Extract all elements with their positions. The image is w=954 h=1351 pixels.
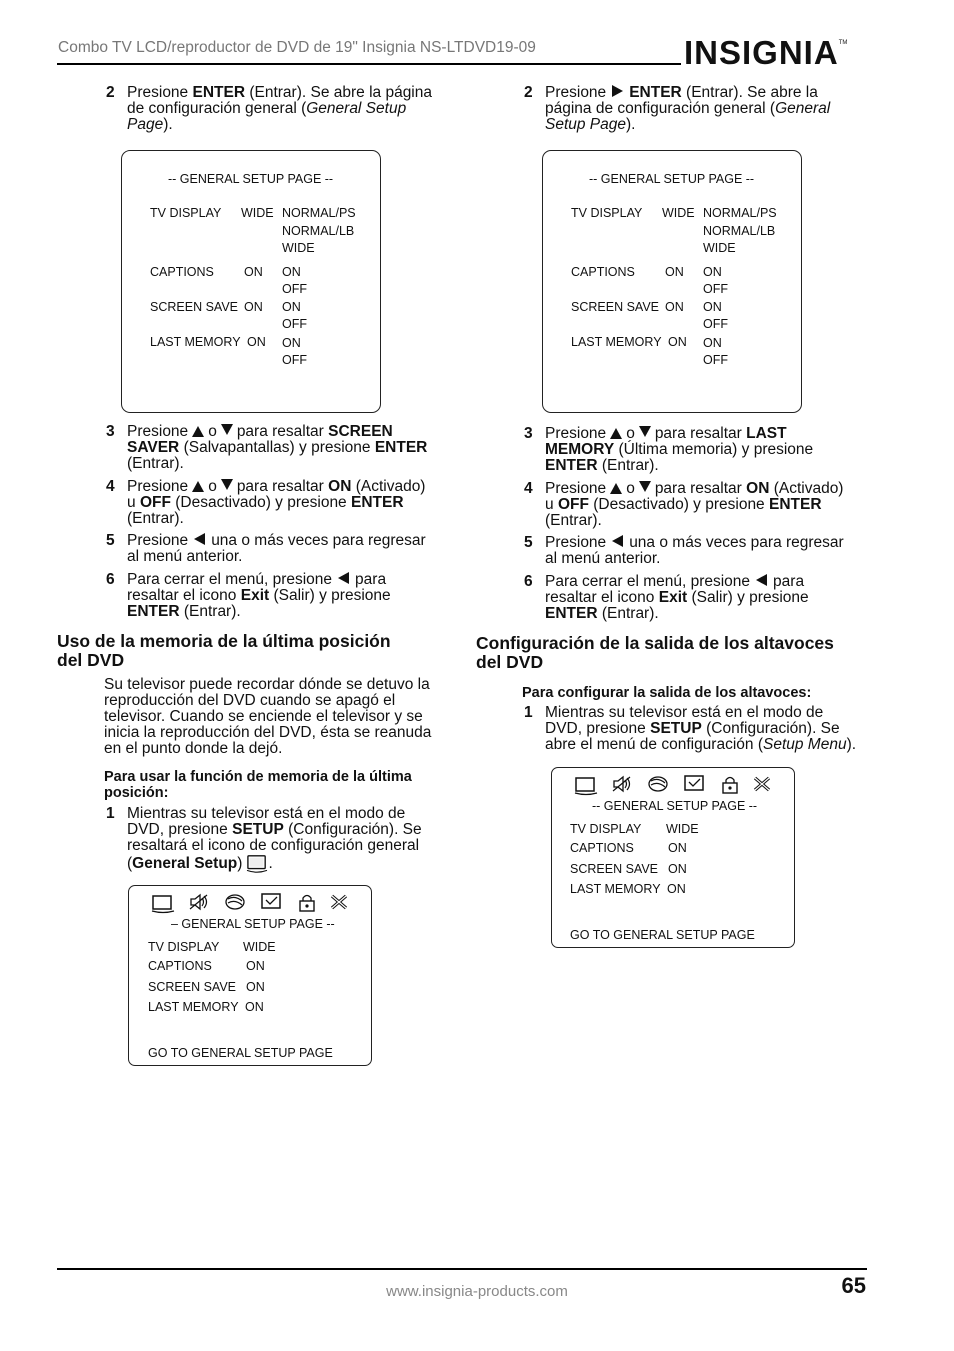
header-title: Combo TV LCD/reproductor de DVD de 19" Insignia NS-LTDVD19-09 [58, 39, 536, 56]
step-text [127, 424, 427, 472]
menu-title: – GENERAL SETUP PAGE -- [171, 917, 335, 931]
heading-line: del DVD [476, 652, 544, 672]
exit-icon [750, 774, 774, 794]
text: Presione [127, 423, 189, 440]
lock-icon [718, 774, 742, 794]
text: (Entrar). [545, 512, 602, 529]
insignia-logo [684, 36, 847, 69]
step-number: 5 [106, 532, 115, 549]
page-number: 65 [841, 1273, 866, 1298]
text: SAVER [127, 439, 180, 456]
text: al menú anterior. [127, 548, 243, 565]
left-arrow-icon [194, 533, 205, 545]
step-text [545, 85, 830, 133]
text: OFF [139, 494, 171, 511]
footer-rule [57, 1268, 867, 1270]
text: ). [163, 116, 173, 133]
down-arrow-icon [639, 481, 651, 492]
dolby-icon [646, 774, 670, 794]
step-text [127, 479, 425, 527]
screen-option: OFF [282, 353, 307, 367]
step-text [545, 535, 844, 567]
video-icon [682, 774, 706, 794]
text: LAST [746, 425, 787, 442]
menu-go-to: GO TO GENERAL SETUP PAGE [570, 928, 755, 942]
step-number: 4 [106, 478, 115, 495]
text: ENTER [769, 496, 822, 513]
text: General Setup [132, 855, 238, 872]
text: General [775, 100, 831, 117]
text: para resaltar [236, 478, 329, 495]
text: una o más veces para regresar [629, 534, 844, 551]
text: (Entrar). Se abre la [681, 84, 818, 101]
step-number: 2 [524, 84, 533, 101]
text: Presione [545, 84, 607, 101]
heading-line: Configuración de la salida de los altavoces [476, 633, 834, 653]
screen-option: WIDE [282, 241, 315, 255]
down-arrow-icon [639, 426, 651, 437]
text: de configuración general ( [127, 100, 307, 117]
text: ENTER [192, 84, 246, 101]
menu-value: ON [246, 959, 265, 973]
menu-label: LAST MEMORY [570, 882, 661, 896]
screen-label: TV DISPLAY [150, 206, 222, 220]
step-text [545, 481, 843, 529]
menu-label: CAPTIONS [570, 841, 634, 855]
procedure-heading-right [522, 685, 811, 701]
screen-label: LAST MEMORY [571, 335, 662, 349]
text: para [355, 571, 387, 588]
text: Mientras su televisor está en el modo de [545, 704, 824, 721]
heading-line: del DVD [57, 650, 125, 670]
screen-label: CAPTIONS [150, 265, 214, 279]
menu-value: ON [245, 1000, 264, 1014]
screen-option: ON [703, 300, 722, 314]
text: u [545, 496, 558, 513]
text: (Desactivado) y presione [588, 496, 769, 513]
text: ENTER [545, 457, 598, 474]
step-number: 3 [524, 425, 533, 442]
text: Para usar la función de memoria de la última [104, 769, 412, 785]
left-arrow-icon [612, 535, 623, 547]
text: (Configuración). Se [283, 821, 422, 838]
text: para resaltar [236, 423, 329, 440]
text: (Configuración). Se [701, 720, 840, 737]
text: ). [846, 736, 857, 753]
menu-label: TV DISPLAY [570, 822, 642, 836]
text: una o más veces para regresar [211, 532, 426, 549]
text: (Activado) [769, 480, 844, 497]
text: SETUP [232, 821, 284, 838]
text: o [208, 478, 217, 495]
screen-option: OFF [282, 282, 307, 296]
step-text [127, 533, 426, 565]
text: Su televisor puede recordar dónde se detuvo la [104, 676, 430, 693]
text: al menú anterior. [545, 550, 661, 567]
screen-label: CAPTIONS [571, 265, 635, 279]
step-number: 5 [524, 534, 533, 551]
text: DVD, presione [127, 821, 233, 838]
text: o [208, 423, 217, 440]
text: Setup Menu [763, 736, 847, 753]
left-arrow-icon [756, 574, 767, 586]
text: ). [626, 116, 636, 133]
text: (Salvapantallas) y presione [179, 439, 375, 456]
text: o [626, 480, 635, 497]
text: (Entrar). [597, 605, 659, 622]
header-rule [57, 63, 681, 65]
menu-value: ON [668, 862, 687, 876]
text: Presione [545, 480, 607, 497]
text: General Setup [306, 100, 407, 117]
step-text [127, 85, 432, 133]
text: DVD, presione [545, 720, 651, 737]
text: ON [746, 480, 770, 497]
text: MEMORY [545, 441, 615, 458]
screen-value: ON [244, 265, 263, 279]
logo-text: INSIGNIA [684, 34, 839, 71]
menu-value: WIDE [243, 940, 276, 954]
screen-option: NORMAL/PS [703, 206, 777, 220]
text: ON [328, 478, 352, 495]
screen-label: SCREEN SAVE [571, 300, 659, 314]
text: . [268, 855, 273, 872]
text: Para cerrar el menú, presione [127, 571, 333, 588]
step-text [545, 705, 856, 753]
screen-option: NORMAL/PS [282, 206, 356, 220]
right-arrow-icon [612, 85, 623, 97]
menu-go-to: GO TO GENERAL SETUP PAGE [148, 1046, 333, 1060]
screen-option: ON [282, 265, 301, 279]
text: (Salir) y presione [687, 589, 809, 606]
screen-title: -- GENERAL SETUP PAGE -- [589, 172, 755, 186]
text: SETUP [650, 720, 702, 737]
text: resaltar el icono [127, 587, 241, 604]
step-number: 6 [106, 571, 115, 588]
text: Para cerrar el menú, presione [545, 573, 751, 590]
text: Presione [127, 478, 189, 495]
screen-option: OFF [703, 317, 728, 331]
procedure-heading-left [104, 769, 412, 801]
screen-label: TV DISPLAY [571, 206, 643, 220]
menu-value: ON [667, 882, 686, 896]
footer-url: www.insignia-products.com [386, 1283, 568, 1300]
text: SCREEN [328, 423, 393, 440]
text: Presione [127, 532, 189, 549]
text: (Activado) [351, 478, 426, 495]
screen-label: LAST MEMORY [150, 335, 241, 349]
step-number: 3 [106, 423, 115, 440]
text: Exit [240, 587, 270, 604]
left-arrow-icon [338, 572, 349, 584]
lock-icon [295, 892, 319, 912]
text: ) [237, 855, 243, 872]
step-text [545, 574, 809, 622]
step-text [545, 426, 813, 474]
up-arrow-icon [610, 483, 622, 494]
text: Presione [127, 84, 193, 101]
menu-value: ON [668, 841, 687, 855]
screen-option: OFF [282, 317, 307, 331]
text: para resaltar [654, 425, 747, 442]
text: ENTER [629, 84, 682, 101]
speaker-icon [610, 774, 634, 794]
logo-tm: TM [838, 40, 848, 46]
menu-value: WIDE [666, 822, 699, 836]
screen-value: WIDE [662, 206, 695, 220]
up-arrow-icon [610, 428, 622, 439]
menu-label: CAPTIONS [148, 959, 212, 973]
text: o [626, 425, 635, 442]
text: resaltará el icono de configuración general [127, 837, 420, 854]
section-heading-right [476, 634, 834, 672]
tv-icon [574, 776, 598, 796]
screen-value: ON [668, 335, 687, 349]
menu-label: LAST MEMORY [148, 1000, 239, 1014]
menu-label: SCREEN SAVE [570, 862, 658, 876]
screen-option: ON [282, 300, 301, 314]
text: (Entrar). [597, 457, 659, 474]
exit-icon [327, 892, 351, 912]
setup-screen-left [121, 150, 381, 413]
screen-option: OFF [703, 353, 728, 367]
step-text [127, 572, 391, 620]
text: para resaltar [654, 480, 747, 497]
tv-icon [151, 894, 175, 914]
screen-value: ON [665, 300, 684, 314]
speaker-icon [187, 892, 211, 912]
screen-option: ON [703, 265, 722, 279]
text: ENTER [374, 439, 428, 456]
setup-menu-left [128, 885, 372, 1066]
text: (Desactivado) y presione [170, 494, 351, 511]
text: televisor. Cuando se enciende el televisor y se [104, 708, 423, 725]
screen-option: ON [282, 336, 301, 350]
step-number: 2 [106, 84, 115, 101]
screen-title: -- GENERAL SETUP PAGE -- [168, 172, 334, 186]
down-arrow-icon [221, 424, 233, 435]
screen-option: NORMAL/LB [282, 224, 355, 238]
screen-value: ON [665, 265, 684, 279]
screen-option: ON [703, 336, 722, 350]
section-heading-left [57, 632, 391, 670]
text: Page [127, 116, 164, 133]
text: u [127, 494, 140, 511]
up-arrow-icon [192, 481, 204, 492]
setup-menu-right [551, 767, 795, 948]
text: ENTER [351, 494, 404, 511]
screen-option: WIDE [703, 241, 736, 255]
text: (Entrar). Se abre la página [245, 84, 432, 101]
down-arrow-icon [221, 479, 233, 490]
step-number: 4 [524, 480, 533, 497]
text: Presione [545, 534, 607, 551]
step-number: 1 [524, 704, 533, 721]
text: para [773, 573, 805, 590]
text: Presione [545, 425, 607, 442]
text: (Entrar). [127, 455, 184, 472]
text: resaltar el icono [545, 589, 659, 606]
text: OFF [557, 496, 589, 513]
intro-paragraph [104, 677, 431, 757]
text: ( [127, 855, 133, 872]
text: inicia la reproducción del DVD, ésta se reanuda [104, 724, 432, 741]
setup-screen-right [542, 150, 802, 413]
video-icon [259, 892, 283, 912]
text: reproducción del DVD cuando se apagó el [104, 692, 396, 709]
text: (Entrar). [127, 510, 184, 527]
menu-label: TV DISPLAY [148, 940, 220, 954]
text: (Salir) y presione [269, 587, 391, 604]
dolby-icon [223, 892, 247, 912]
step-number: 1 [106, 805, 115, 822]
text: ENTER [127, 603, 180, 620]
menu-value: ON [246, 980, 265, 994]
text: página de configuración general ( [545, 100, 776, 117]
text: Mientras su televisor está en el modo de [127, 805, 406, 822]
text: abre el menú de configuración ( [545, 736, 763, 753]
up-arrow-icon [192, 426, 204, 437]
text: posición: [104, 785, 169, 801]
heading-line: Uso de la memoria de la última posición [57, 631, 391, 651]
screen-option: NORMAL/LB [703, 224, 776, 238]
text: (Entrar). [179, 603, 241, 620]
step-text [127, 806, 422, 874]
menu-title: -- GENERAL SETUP PAGE -- [592, 799, 758, 813]
step-number: 6 [524, 573, 533, 590]
text: Setup Page [545, 116, 627, 133]
general-setup-icon [246, 854, 268, 874]
text: en el punto donde la dejó. [104, 740, 283, 757]
menu-label: SCREEN SAVE [148, 980, 236, 994]
screen-label: SCREEN SAVE [150, 300, 238, 314]
text: ENTER [545, 605, 598, 622]
screen-value: ON [244, 300, 263, 314]
text: Para configurar la salida de los altavoces: [522, 685, 812, 701]
text: Exit [658, 589, 688, 606]
screen-option: OFF [703, 282, 728, 296]
text: (Última memoria) y presione [614, 441, 814, 458]
screen-value: WIDE [241, 206, 274, 220]
screen-value: ON [247, 335, 266, 349]
